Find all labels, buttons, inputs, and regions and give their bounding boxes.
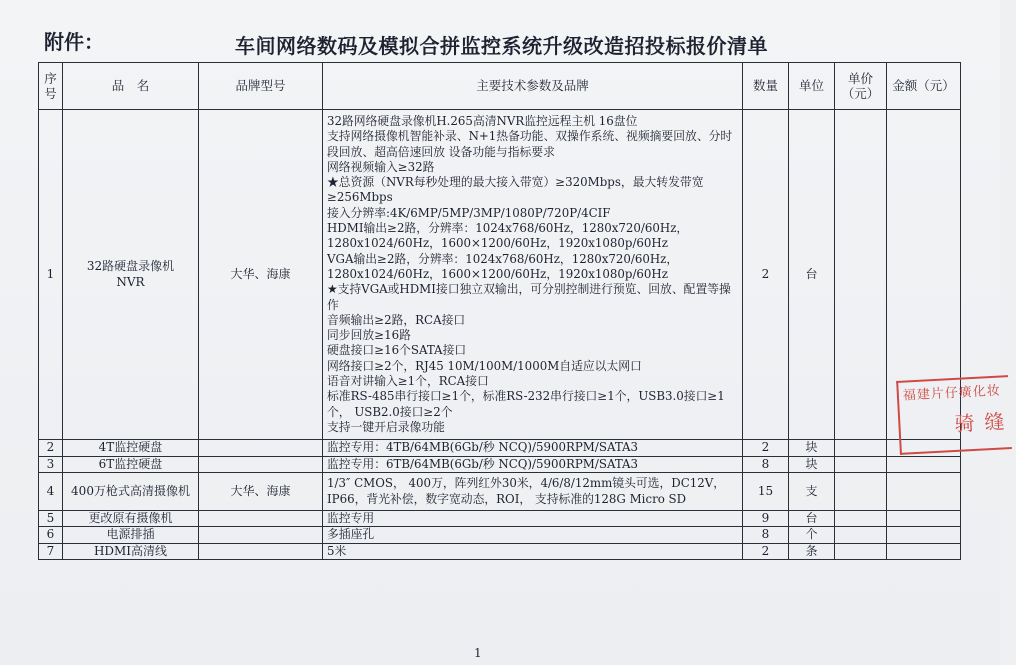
quotation-table [38, 62, 961, 560]
cell-unit: 块 [789, 456, 835, 473]
cell-amount [887, 456, 961, 473]
table-row [39, 473, 961, 511]
cell-spec: 监控专用 [323, 510, 743, 527]
col-header-spec: 主要技术参数及品牌 [323, 63, 743, 110]
seal-stamp-text: 福建片仔癀化妆 [902, 383, 1002, 404]
page-title: 车间网络数码及模拟合拼监控系统升级改造招投标报价清单 [235, 34, 768, 58]
cell-brand: 大华、海康 [199, 110, 323, 440]
cell-spec: 多插座孔 [323, 527, 743, 544]
cell-unit: 块 [789, 440, 835, 457]
table-header-row [39, 63, 961, 110]
cell-brand: 大华、海康 [199, 473, 323, 511]
cell-name: 32路硬盘录像机 NVR [63, 110, 199, 440]
cell-no: 5 [39, 510, 63, 527]
col-header-price: 单价（元） [835, 63, 887, 110]
table-row [39, 440, 961, 457]
col-header-amount: 金额（元） [887, 63, 961, 110]
cell-spec: 32路网络硬盘录像机H.265高清NVR监控远程主机 16盘位 支持网络摄像机智能补录、N+1热备功能、双操作系统、视频摘要回放、分时段回放、超高倍速回放 设备功能与指标要求 网络视频输入≥32路 ★总资源（NVR每秒处理的最大接入带宽）≥320Mbps，最大转发带宽≥256Mbps 接入分辨率:4K/6MP/5MP/3MP/1080P/720P/4CIF HDMI输出≥2路，分辨率：1024x768/60Hz，1280x720/60Hz，1280x1024/60Hz，1600×1200/60Hz，1920x1080p/60Hz VGA输出≥2路，分辨率：1024x768/60Hz，1280x720/60Hz，1280x1024/60Hz，1600×1200/60Hz，1920x1080p/60Hz ★支持VGA或HDMI接口独立双输出，可分别控制进行预览、回放、配置等操作 音频输出≥2路，RCA接口 同步回放≥16路 硬盘接口≥16个SATA接口 网络接口≥2个，RJ45 10M/100M/1000M自适应以太网口 语音对讲输入≥1个，RCA接口 标准RS-485串行接口≥1个，标准RS-232串行接口≥1个，USB3.0接口≥1个， USB2.0接口≥2个 支持一键开启录像功能 [323, 110, 743, 440]
col-header-no: 序号 [39, 63, 63, 110]
cell-qty: 9 [743, 510, 789, 527]
cell-qty: 8 [743, 456, 789, 473]
cell-price [835, 527, 887, 544]
cell-brand [199, 543, 323, 560]
table-row [39, 110, 961, 440]
cell-qty: 2 [743, 543, 789, 560]
cell-spec: 监控专用：4TB/64MB(6Gb/秒 NCQ)/5900RPM/SATA3 [323, 440, 743, 457]
seal-stamp [896, 375, 1016, 455]
cell-spec: 1/3″ CMOS， 400万，阵列红外30米，4/6/8/12mm镜头可选，DC12V，IP66，背光补偿，数字宽动态，ROI， 支持标准的128G Micro SD [323, 473, 743, 511]
table-row [39, 456, 961, 473]
cell-amount [887, 543, 961, 560]
cell-price [835, 440, 887, 457]
cell-amount [887, 527, 961, 544]
cell-price [835, 473, 887, 511]
attachment-label: 附件： [44, 30, 104, 54]
page-number: 1 [474, 646, 482, 660]
col-header-unit: 单位 [789, 63, 835, 110]
cell-name: 更改原有摄像机 [63, 510, 199, 527]
seal-stamp-text-2: 骑缝 [953, 408, 1016, 436]
cell-amount [887, 510, 961, 527]
cell-amount [887, 473, 961, 511]
cell-no: 3 [39, 456, 63, 473]
cell-name: 400万枪式高清摄像机 [63, 473, 199, 511]
cell-qty: 2 [743, 440, 789, 457]
cell-spec: 5米 [323, 543, 743, 560]
cell-no: 2 [39, 440, 63, 457]
cell-no: 4 [39, 473, 63, 511]
cell-unit: 台 [789, 510, 835, 527]
col-header-qty: 数量 [743, 63, 789, 110]
cell-brand [199, 527, 323, 544]
table-row [39, 543, 961, 560]
cell-name: 6T监控硬盘 [63, 456, 199, 473]
cell-spec: 监控专用：6TB/64MB(6Gb/秒 NCQ)/5900RPM/SATA3 [323, 456, 743, 473]
cell-qty: 2 [743, 110, 789, 440]
cell-name: HDMI高清线 [63, 543, 199, 560]
cell-name: 电源排插 [63, 527, 199, 544]
cell-brand [199, 510, 323, 527]
cell-unit: 支 [789, 473, 835, 511]
table-row [39, 510, 961, 527]
cell-price [835, 110, 887, 440]
cell-price [835, 456, 887, 473]
cell-brand [199, 456, 323, 473]
cell-unit: 台 [789, 110, 835, 440]
cell-name: 4T监控硬盘 [63, 440, 199, 457]
cell-unit: 个 [789, 527, 835, 544]
col-header-brand: 品牌型号 [199, 63, 323, 110]
cell-price [835, 510, 887, 527]
cell-no: 6 [39, 527, 63, 544]
cell-price [835, 543, 887, 560]
cell-no: 7 [39, 543, 63, 560]
col-header-name: 品 名 [63, 63, 199, 110]
cell-qty: 15 [743, 473, 789, 511]
cell-no: 1 [39, 110, 63, 440]
cell-brand [199, 440, 323, 457]
cell-unit: 条 [789, 543, 835, 560]
table-row [39, 527, 961, 544]
cell-qty: 8 [743, 527, 789, 544]
